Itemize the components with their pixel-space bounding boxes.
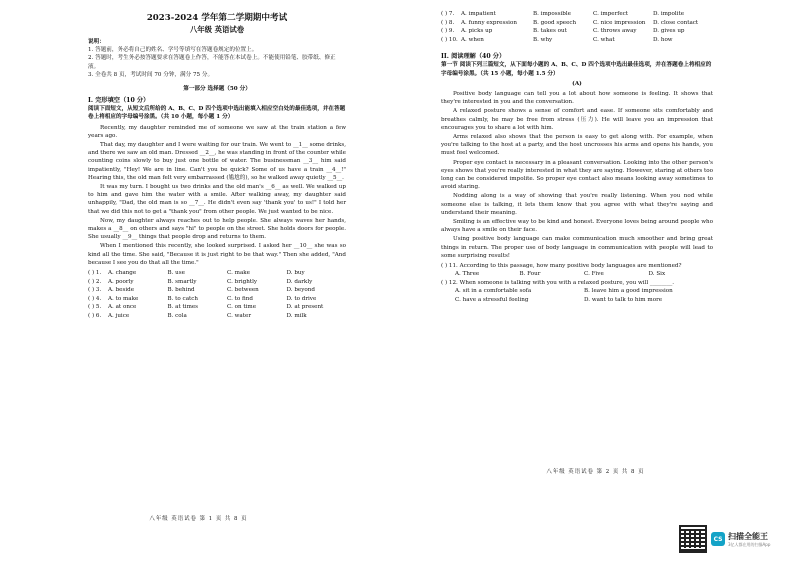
passage-paragraph: It was my turn. I bought us two drinks and the old man's __6__ as well. We walked up to him and gave him the water with a smile. After walking away, my daughter said unhappily, "Dad, the old man is so __7__. He didn't even say 'thank you' to us!" I told her that we did this not to get a "thank you" from other people. We just wanted to be nice. (88, 184, 346, 215)
option-c: C. imperfect (593, 11, 629, 17)
option-c: C. throws away (593, 28, 637, 35)
question-11: ( ) 11. According to this passage, how many positive body languages are mentioned? (441, 263, 682, 270)
option-a: A. sit in a comfortable sofa (455, 288, 532, 295)
option-b: B. use (167, 270, 185, 277)
option-b: B. takes out (533, 28, 567, 35)
question-number: ( ) 5. (88, 304, 102, 311)
passage-paragraph: Nodding along is a way of showing that you're really listening. When you nod while someone else is talking, it lets them know that you agree with what they're saying and understand their meaning. (441, 193, 713, 216)
passage-paragraph: Positive body language can tell you a lot about how someone is feeling. It shows that they're interested in you and the conversation. (441, 90, 713, 106)
passage-paragraph: A relaxed posture shows a sense of comfort and ease. If someone sits comfortably and breathes calmly, he may be free from stress (压力). He will leave you an impression that encourages you to share a lot with him. (441, 108, 713, 131)
option-d: D. buy (286, 270, 305, 277)
option-d: D. darkly (286, 278, 313, 285)
option-row (88, 295, 346, 304)
option-d: D. at present (286, 304, 324, 311)
passage-label: (A) (572, 80, 582, 87)
question-number: ( ) 10. (441, 36, 458, 43)
option-b: B. leave him a good impression (584, 288, 673, 295)
option-c: C. water (227, 313, 251, 320)
option-row (441, 19, 713, 28)
watermark-title: 扫描全能王 (728, 531, 768, 541)
option-a: A. beside (108, 287, 135, 294)
part-heading: 第一部分 选择题（50 分） (183, 86, 251, 93)
option-a: A. impatient (461, 11, 496, 17)
option-b: B. to catch (167, 295, 199, 302)
watermark-text (728, 531, 770, 548)
option-a: A. change (108, 270, 137, 277)
option-a: A. when (461, 36, 484, 43)
note-3: 3. 全卷共 8 页，考试时间 70 分钟，满分 75 分。 (88, 71, 214, 78)
passage-paragraph: Arms relaxed also shows that the person is easy to get along with. For example, when you're talking to the host at a party, and the host uncrosses his arms and opens his hands, you must feel welcomed. (441, 134, 713, 157)
option-c: C. Five (584, 271, 604, 278)
exam-title: 2023-2024 学年第二学期期中考试 (146, 13, 288, 23)
question-number: ( ) 9. (441, 28, 455, 35)
page-1-content (88, 12, 346, 321)
scanner-watermark (679, 524, 791, 554)
page-2-content (441, 10, 713, 304)
option-a: A. to make (108, 295, 139, 302)
option-row (441, 10, 713, 19)
passage-paragraph: Smiling is an effective way to be kind and honest. Everyone loves being around people who always have a smile on their face. (441, 219, 713, 234)
camscanner-logo-icon: CS (711, 532, 725, 546)
section-instructions: 阅读下面短文，从短文后所给的 A、B、C、D 四个选项中选出能填入相应空白处的最佳选项，并在答题卷上将相应的字母编号涂黑。（共 10 小题，每小题 1 分） (88, 106, 346, 121)
option-c: C. on time (227, 304, 257, 311)
question-12-options-row-2 (441, 296, 713, 305)
question-11-options (441, 270, 713, 279)
option-row (88, 278, 346, 287)
passage-paragraph: That day, my daughter and I were waiting for our train. We went to __1__ some drinks, and there we saw an old man. Dressed __2__, he was standing in front of the counter while counting coins slowly to buy just one bottle of water. The businessman __3__ him said impatiently, "Hey! We are in line. Can't you be quick? Some of us have a train __4__!" Hearing this, the old man felt very embarrassed (尴尬的), so he walked away quietly __5__. (88, 142, 346, 181)
passage-paragraph: Proper eye contact is necessary in a pleasant conversation. Looking into the other person's eyes shows that you're really interested in what they are saying. However, staring at others too long can be considered impolite. So proper eye contact also means looking away sometimes to avoid staring. (441, 159, 713, 191)
question-number: ( ) 3. (88, 287, 102, 294)
option-b: B. at times (167, 304, 199, 311)
option-c: C. make (227, 270, 250, 277)
option-c: C. to find (227, 295, 253, 302)
passage-paragraph: Using positive body language can make communication much smoother and bring great things in return. The proper use of body language in communication with people will lead to some surprising results! (441, 236, 713, 259)
exam-subtitle: 八年级 英语试卷 (189, 25, 245, 34)
option-row (88, 286, 346, 295)
option-row (441, 27, 713, 36)
option-a: A. juice (108, 313, 130, 320)
question-12-options-row-1 (441, 287, 713, 296)
exam-page-2 (397, 0, 794, 561)
notes-heading: 说明： (88, 39, 105, 45)
option-d: D. beyond (286, 287, 315, 294)
option-b: B. behind (167, 287, 195, 294)
option-d: D. gives up (653, 28, 685, 35)
option-row (88, 269, 346, 278)
option-d: D. how (653, 36, 673, 43)
section-instructions: 第一节 阅读下列三篇短文，从下面每小题的 A、B、C、D 四个选项中选出最佳选项，并在答题卷上将相应的字母编号涂黑。（共 15 小题，每小题 1.5 分） (441, 62, 712, 77)
option-a: A. poorly (108, 278, 134, 285)
option-c: C. brightly (227, 278, 258, 285)
question-number: ( ) 1. (88, 270, 102, 277)
option-row (88, 303, 346, 312)
page-2-footer: 八年级 英语试卷 第 2 页 共 8 页 (546, 469, 645, 475)
section-heading: I. 完形填空（10 分） (88, 97, 150, 105)
question-12: ( ) 12. When someone is talking with you with a relaxed posture, you will ________. (441, 279, 675, 286)
question-number: ( ) 6. (88, 313, 102, 320)
note-2: 2. 答题时，考生务必按答题要求在答题卷上作答，不能答在本试卷上。不能使用铅笔、胶带纸、修正液。 (88, 55, 336, 70)
section-heading: II. 阅读理解（40 分） (441, 53, 506, 61)
option-c: C. between (227, 287, 259, 294)
option-d: D. milk (286, 313, 307, 320)
note-1: 1. 答题前，务必将自己的姓名、学号等填写在答题卷规定的位置上。 (88, 47, 258, 54)
option-b: B. Four (519, 271, 541, 278)
option-d: D. want to talk to him more (584, 296, 663, 303)
option-row (441, 36, 713, 45)
option-a: A. at once (108, 304, 137, 311)
page-1-footer: 八年级 英语试卷 第 1 页 共 8 页 (149, 516, 248, 522)
option-b: B. why (533, 36, 553, 43)
qr-code-icon (679, 525, 707, 553)
option-b: B. impossible (533, 11, 571, 17)
option-d: D. Six (648, 271, 666, 278)
option-a: A. funny expression (461, 19, 517, 26)
option-c: C. what (593, 36, 615, 43)
question-number: ( ) 7. (441, 11, 455, 17)
passage-paragraph: Now, my daughter always reaches out to help people. She always waves her hands, makes a __8__ on others and says "hi" to people on the street. She holds doors for people. She usually __9__ things that people drop and returns to them. (88, 217, 346, 241)
option-a: A. picks up (461, 28, 493, 35)
option-a: A. Three (455, 271, 480, 278)
question-number: ( ) 2. (88, 278, 102, 285)
passage-paragraph: When I mentioned this recently, she looked surprised. I asked her __10__ she was so kind all the time. She said, "Because it is just right to be that way." Then she added, "And because I see you do that all the time." (88, 243, 346, 266)
option-c: C. nice impression (593, 19, 646, 26)
option-b: B. good speech (533, 19, 577, 26)
option-d: D. close contact (653, 19, 699, 26)
question-number: ( ) 4. (88, 295, 102, 302)
option-c: C. have a stressful feeling (455, 296, 529, 303)
option-d: D. impolite (653, 11, 685, 17)
option-d: D. to drive (286, 295, 317, 302)
option-b: B. smartly (167, 278, 197, 285)
option-b: B. cola (167, 313, 187, 320)
question-number: ( ) 8. (441, 19, 455, 26)
watermark-subtitle: 3亿人都在用的扫描App (728, 541, 771, 547)
option-row (88, 312, 346, 321)
passage-paragraph: Recently, my daughter reminded me of someone we saw at the train station a few years ago. (88, 124, 346, 139)
